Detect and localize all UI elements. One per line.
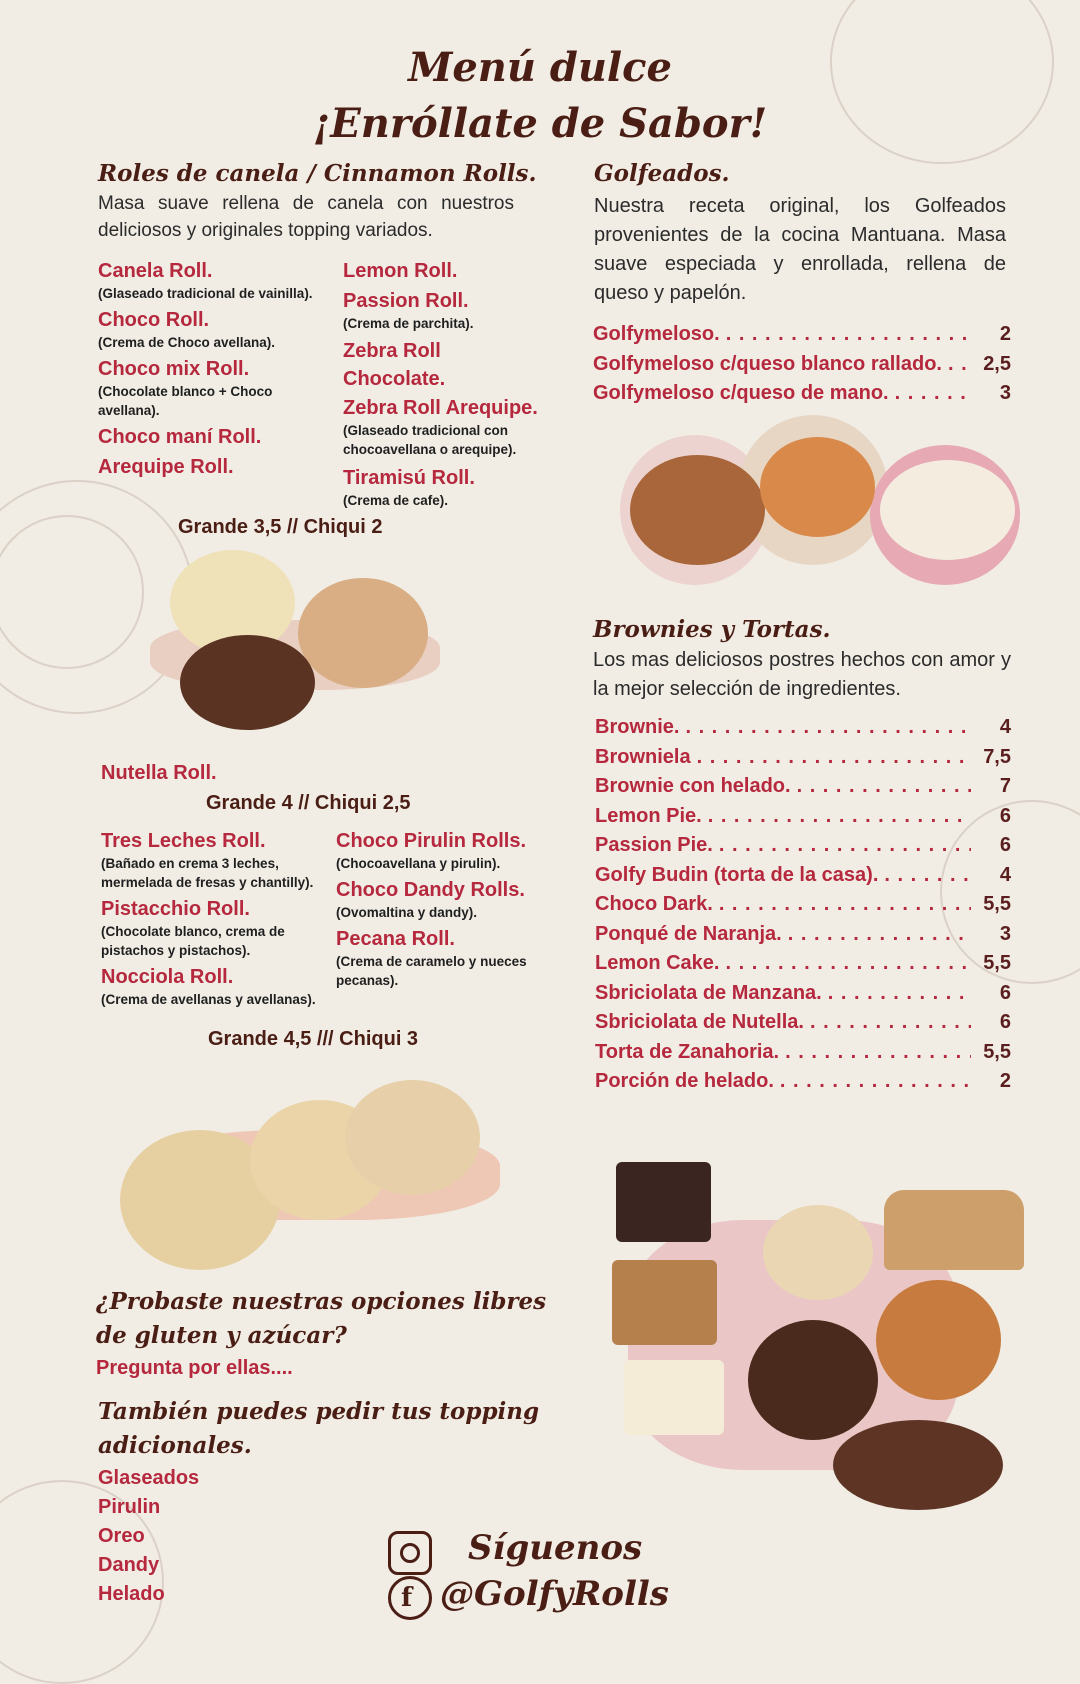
toppings-list [98, 1464, 199, 1609]
item-name: Porción de helado. [595, 1070, 774, 1092]
item-price: 2 [999, 1070, 1011, 1092]
facebook-icon[interactable]: f [388, 1576, 432, 1620]
item-name: Brownie. [595, 716, 680, 738]
toppings-heading [98, 1395, 539, 1463]
menu-item-note: (Crema de cafe). [343, 493, 449, 508]
menu-item: Pistacchio Roll. [101, 898, 250, 920]
menu-item: Lemon Roll. [343, 260, 458, 282]
menu-item-note: (Chocolate blanco, crema de pistachos y pistachos). [101, 924, 285, 958]
item-name: Passion Pie. [595, 834, 713, 856]
price-tier-2: Grande 4 // Chiqui 2,5 [206, 792, 411, 814]
menu-item-note: (Ovomaltina y dandy). [336, 905, 478, 920]
ask-for-them: Pregunta por ellas.... [96, 1357, 293, 1379]
item-name: Golfy Budin (torta de la casa). [595, 863, 879, 886]
menu-item: Zebra Roll Chocolate. [343, 340, 446, 390]
item-name: Choco Dark. [595, 893, 713, 915]
cinnamon-description: Masa suave rellena de canela con nuestros deliciosos y originales topping variados. [98, 193, 514, 241]
title-line-1: Menú dulce [408, 44, 672, 91]
menu-item: Choco maní Roll. [98, 426, 262, 448]
item-name: Torta de Zanahoria. [595, 1040, 780, 1063]
price-row [595, 893, 1011, 923]
menu-item: Canela Roll. [98, 260, 213, 282]
item-name: Sbriciolata de Manzana. [595, 981, 822, 1004]
topping-item: Oreo [98, 1525, 145, 1547]
brownies-price-list [595, 716, 1011, 1100]
item-price: 6 [999, 981, 1011, 1004]
menu-item: Passion Roll. [343, 290, 469, 312]
follow-us-label: Síguenos [468, 1528, 643, 1568]
social-handle[interactable]: @GolfyRolls [440, 1574, 669, 1614]
title-line-2: ¡Enróllate de Sabor! [312, 100, 768, 147]
menu-title [0, 40, 1080, 152]
cinnamon-left-list [98, 258, 338, 480]
price-row [595, 1070, 1011, 1100]
toppings-line-2: adicionales. [98, 1432, 252, 1459]
topping-item: Glaseados [98, 1467, 200, 1489]
price-row [595, 716, 1011, 746]
menu-item: Tres Leches Roll. [101, 830, 266, 852]
price-row [595, 775, 1011, 805]
item-price: 3 [999, 922, 1011, 945]
menu-item: Zebra Roll Arequipe. [343, 397, 538, 419]
menu-item-note: (Chocolate blanco + Choco avellana). [98, 384, 273, 418]
item-price: 7,5 [983, 745, 1011, 768]
price-row [595, 805, 1011, 835]
cinnamon-right-list-2 [336, 828, 566, 990]
item-name: Golfymeloso c/queso de mano. [593, 382, 889, 404]
brownies-heading: Brownies y Tortas. [593, 616, 831, 643]
item-price: 5,5 [983, 893, 1011, 915]
item-name: Lemon Pie. [595, 804, 702, 827]
price-row [595, 982, 1011, 1012]
item-name: Golfymeloso c/queso blanco rallado. [593, 352, 942, 375]
golfeados-price-list [593, 323, 1011, 412]
menu-item: Choco mix Roll. [98, 358, 250, 380]
cinnamon-heading: Roles de canela / Cinnamon Rolls. [98, 160, 537, 187]
topping-item: Pirulin [98, 1496, 161, 1518]
menu-item: Choco Pirulin Rolls. [336, 830, 527, 852]
menu-item: Nutella Roll. [101, 762, 217, 784]
menu-item: Nocciola Roll. [101, 966, 234, 988]
golfeados-heading: Golfeados. [594, 160, 730, 187]
price-row [595, 1011, 1011, 1041]
menu-item: Choco Dandy Rolls. [336, 879, 525, 901]
topping-item: Dandy [98, 1554, 160, 1576]
menu-item: Choco Roll. [98, 309, 210, 331]
cinnamon-right-list [343, 258, 558, 510]
menu-item-note: (Crema de parchita). [343, 316, 474, 331]
brownies-description: Los mas deliciosos postres hechos con amor y la mejor selección de ingredientes. [593, 649, 1011, 700]
price-row [595, 952, 1011, 982]
item-price: 4 [999, 863, 1011, 886]
specialty-rolls-photo [110, 1070, 500, 1270]
cinnamon-left-list-2 [101, 828, 336, 1009]
menu-item-note: (Crema de Choco avellana). [98, 335, 276, 350]
item-price: 6 [999, 804, 1011, 827]
gluten-line-2: de gluten y azúcar? [96, 1322, 347, 1349]
golfeados-description: Nuestra receta original, los Golfeados provenientes de la cocina Mantuana. Masa suave especiada y enrollada, rellena de queso y papelón. [594, 195, 1006, 304]
instagram-icon[interactable] [388, 1531, 432, 1575]
price-row [595, 834, 1011, 864]
item-price: 2,5 [983, 352, 1011, 375]
gluten-free-question [96, 1285, 546, 1353]
toppings-line-1: También puedes pedir tus topping [98, 1398, 540, 1425]
menu-item-note: (Chocoavellana y pirulin). [336, 856, 501, 871]
menu-item-note: (Glaseado tradicional de vainilla). [98, 286, 313, 301]
item-price: 4 [999, 716, 1011, 738]
item-price: 6 [999, 834, 1011, 856]
price-row [595, 1041, 1011, 1071]
price-row [593, 382, 1011, 412]
menu-item: Pecana Roll. [336, 928, 455, 950]
price-row [593, 353, 1011, 383]
item-price: 3 [999, 382, 1011, 404]
price-row [595, 746, 1011, 776]
item-name: Golfymeloso. [593, 323, 720, 345]
cinnamon-rolls-photo [150, 550, 450, 730]
item-name: Ponqué de Naranja. [595, 922, 782, 945]
menu-item-note: (Glaseado tradicional con chocoavellana o arequipe). [343, 423, 517, 457]
menu-item-note: (Crema de avellanas y avellanas). [101, 992, 316, 1007]
topping-item: Helado [98, 1583, 165, 1605]
golfeados-photo [620, 415, 1020, 585]
menu-item: Tiramisú Roll. [343, 467, 475, 489]
cakes-photo-collage [608, 1160, 1028, 1520]
price-tier-3: Grande 4,5 /// Chiqui 3 [208, 1028, 419, 1050]
menu-item-note: (Bañado en crema 3 leches, mermelada de fresas y chantilly). [101, 856, 314, 890]
gluten-line-1: ¿Probaste nuestras opciones libres [96, 1288, 547, 1315]
item-name: Sbriciolata de Nutella. [595, 1011, 804, 1033]
item-price: 5,5 [983, 1040, 1011, 1063]
menu-item: Arequipe Roll. [98, 456, 234, 478]
price-row [595, 864, 1011, 894]
price-row [593, 323, 1011, 353]
item-price: 5,5 [983, 952, 1011, 974]
price-row [595, 923, 1011, 953]
item-name: Brownie con helado. [595, 775, 791, 797]
item-name: Lemon Cake. [595, 952, 720, 974]
menu-item-note: (Crema de caramelo y nueces pecanas). [336, 954, 527, 988]
item-price: 6 [999, 1011, 1011, 1033]
item-price: 2 [999, 323, 1011, 345]
item-name: Browniela [595, 745, 691, 768]
price-tier-1: Grande 3,5 // Chiqui 2 [178, 516, 383, 538]
item-price: 7 [999, 775, 1011, 797]
